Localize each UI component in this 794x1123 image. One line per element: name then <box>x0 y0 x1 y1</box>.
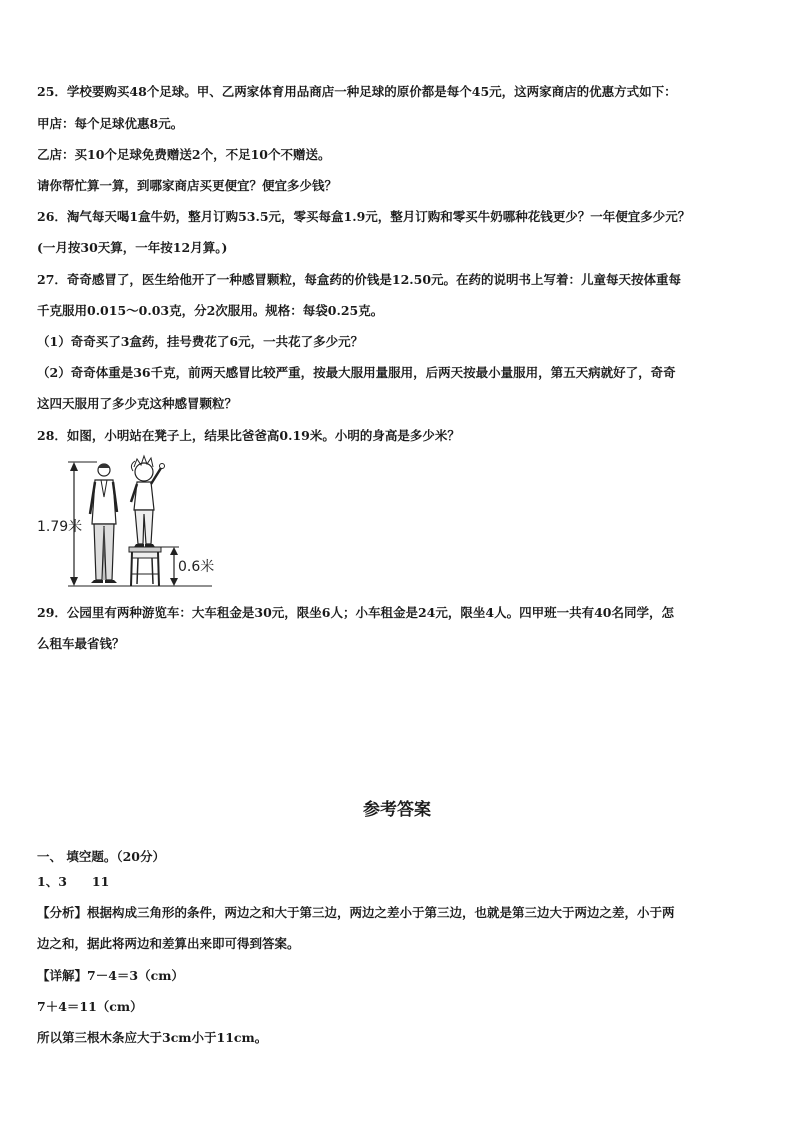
q25-line-3: 乙店：买10个足球免费赠送2个，不足10个不赠送。 <box>37 147 331 162</box>
answer-conclusion: 所以第三根木条应大于3cm小于11cm。 <box>37 1030 268 1045</box>
son-figure <box>131 456 165 547</box>
q27-line-3: （1）奇奇买了3盒药，挂号费花了6元，一共花了多少元？ <box>37 334 364 349</box>
q29-line-2: 么租车最省钱？ <box>37 636 125 651</box>
q25-line-1: 25．学校要购买48个足球。甲、乙两家体育用品商店一种足球的原价都是每个45元，这两家商店的优惠方式如下： <box>37 84 677 99</box>
answer-analysis-line-1: 【分析】根据构成三角形的条件，两边之和大于第三边，两边之差小于第三边，也就是第三边大于两边之差，小于两 <box>37 905 675 920</box>
height-comparison-figure <box>37 452 217 588</box>
q26-line-1: 26．淘气每天喝1盒牛奶，整月订购53.5元，零买每盒1.9元，整月订购和零买牛奶哪种花钱更少？一年便宜多少元？ <box>37 209 691 224</box>
q25-line-4: 请你帮忙算一算，到哪家商店买更便宜？便宜多少钱？ <box>37 178 338 193</box>
stool <box>129 547 161 586</box>
q27-line-5: 这四天服用了多少克这种感冒颗粒？ <box>37 396 238 411</box>
answer-item-1: 1、3 11 <box>37 874 110 889</box>
q27-line-4: （2）奇奇体重是36千克，前两天感冒比较严重，按最大服用量服用，后两天按最小量服用，第五天病就好了，奇奇 <box>37 365 676 380</box>
answers-section-heading: 一、 填空题。（20分） <box>37 849 165 864</box>
q28-line-1: 28．如图，小明站在凳子上，结果比爸爸高0.19米。小明的身高是多少米？ <box>37 428 460 443</box>
q29-line-1: 29．公园里有两种游览车：大车租金是30元，限坐6人；小车租金是24元，限坐4人。四甲班一共有40名同学，怎 <box>37 605 674 620</box>
stool-height-label: 0.6米 <box>178 559 215 575</box>
father-figure <box>90 464 117 584</box>
father-height-label: 1.79米 <box>37 519 83 535</box>
q26-line-2: (一月按30天算，一年按12月算。) <box>37 240 228 255</box>
answer-detail-line-1: 【详解】7－4＝3（cm） <box>37 968 184 983</box>
q27-line-1: 27．奇奇感冒了，医生给他开了一种感冒颗粒，每盒药的价钱是12.50元。在药的说明书上写着：儿童每天按体重每 <box>37 272 682 287</box>
answer-detail-line-2: 7＋4＝11（cm） <box>37 999 143 1014</box>
q25-line-2: 甲店：每个足球优惠8元。 <box>37 116 184 131</box>
answer-analysis-line-2: 边之和，据此将两边和差算出来即可得到答案。 <box>37 936 300 951</box>
q27-line-2: 千克服用0.015～0.03克，分2次服用。规格：每袋0.25克。 <box>37 303 384 318</box>
answers-title: 参考答案 <box>363 800 431 820</box>
